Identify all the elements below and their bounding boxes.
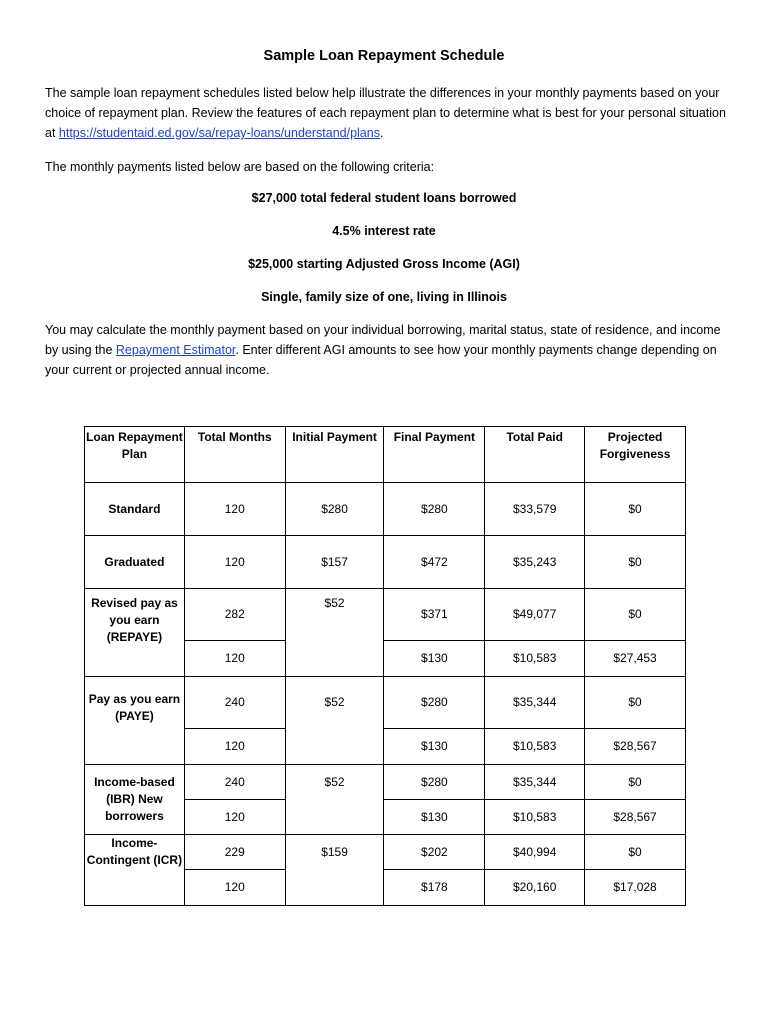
calc-text-end: . Enter different AGI amounts to see how your monthly payments change depending on your current or projected annual income. xyxy=(45,343,717,377)
header-initial-payment: Initial Payment xyxy=(285,427,384,483)
projected-forgiveness: $0 xyxy=(585,589,686,641)
criteria-agi: $25,000 starting Adjusted Gross Income (AGI) xyxy=(248,257,520,271)
total-paid: $35,344 xyxy=(485,765,585,800)
projected-forgiveness: $28,567 xyxy=(585,800,686,835)
total-paid: $33,579 xyxy=(485,483,585,536)
final-payment: $371 xyxy=(384,589,485,641)
final-payment: $178 xyxy=(384,870,485,906)
projected-forgiveness: $0 xyxy=(585,835,686,870)
final-payment: $130 xyxy=(384,729,485,765)
intro-text: The sample loan repayment schedules listed below help illustrate the differences in your monthly payments based on your choice of repayment plan. Review the features of each repayment plan to determine what is best for your personal situation at xyxy=(45,86,726,140)
projected-forgiveness: $0 xyxy=(585,677,686,729)
repayment-estimator-link[interactable]: Repayment Estimator xyxy=(115,343,236,357)
projected-forgiveness: $28,567 xyxy=(585,729,686,765)
table-row xyxy=(85,835,686,870)
table-header-row xyxy=(85,427,686,483)
final-payment: $280 xyxy=(384,765,485,800)
total-months: 240 xyxy=(184,765,285,800)
total-months: 120 xyxy=(184,800,285,835)
table-row xyxy=(85,765,686,800)
total-months: 282 xyxy=(184,589,285,641)
table-row xyxy=(85,483,686,536)
total-paid: $35,344 xyxy=(485,677,585,729)
header-projected-forgiveness: Projected Forgiveness xyxy=(585,427,686,483)
table-row xyxy=(85,536,686,589)
plan-name: Income-Contingent (ICR) xyxy=(85,835,185,906)
page-title: Sample Loan Repayment Schedule xyxy=(263,48,505,64)
projected-forgiveness: $0 xyxy=(585,536,686,589)
total-months: 120 xyxy=(184,870,285,906)
header-plan: Loan Repayment Plan xyxy=(85,427,185,483)
projected-forgiveness: $0 xyxy=(585,765,686,800)
criteria-intro: The monthly payments listed below are based on the following criteria: xyxy=(45,160,435,174)
total-paid: $40,994 xyxy=(485,835,585,870)
total-paid: $10,583 xyxy=(485,641,585,677)
initial-payment: $159 xyxy=(285,835,384,906)
projected-forgiveness: $17,028 xyxy=(585,870,686,906)
intro-paragraph xyxy=(45,83,735,143)
total-months: 120 xyxy=(184,483,285,536)
final-payment: $130 xyxy=(384,641,485,677)
total-paid: $10,583 xyxy=(485,800,585,835)
initial-payment: $157 xyxy=(285,536,384,589)
criteria-interest: 4.5% interest rate xyxy=(332,224,436,238)
plan-name: Standard xyxy=(85,483,185,536)
total-months: 120 xyxy=(184,536,285,589)
intro-text-end: . xyxy=(379,126,384,140)
total-months: 240 xyxy=(184,677,285,729)
total-months: 229 xyxy=(184,835,285,870)
projected-forgiveness: $27,453 xyxy=(585,641,686,677)
studentaid-link[interactable]: https://studentaid.ed.gov/sa/repay-loans/understand/plans xyxy=(58,126,380,140)
initial-payment: $52 xyxy=(285,589,384,677)
final-payment: $130 xyxy=(384,800,485,835)
total-months: 120 xyxy=(184,729,285,765)
total-paid: $20,160 xyxy=(485,870,585,906)
header-total-months: Total Months xyxy=(184,427,285,483)
projected-forgiveness: $0 xyxy=(585,483,686,536)
initial-payment: $52 xyxy=(285,765,384,835)
table-row xyxy=(85,677,686,729)
total-paid: $35,243 xyxy=(485,536,585,589)
total-months: 120 xyxy=(184,641,285,677)
total-paid: $10,583 xyxy=(485,729,585,765)
plan-name: Graduated xyxy=(85,536,185,589)
initial-payment: $280 xyxy=(285,483,384,536)
final-payment: $280 xyxy=(384,677,485,729)
table-row xyxy=(85,589,686,641)
calc-paragraph xyxy=(45,320,735,380)
total-paid: $49,077 xyxy=(485,589,585,641)
plan-name: Revised pay as you earn (REPAYE) xyxy=(85,589,185,677)
repayment-table xyxy=(84,426,686,906)
header-final-payment: Final Payment xyxy=(384,427,485,483)
initial-payment: $52 xyxy=(285,677,384,765)
final-payment: $472 xyxy=(384,536,485,589)
calc-text: You may calculate the monthly payment based on your individual borrowing, marital status, state of residence, and income by using the xyxy=(45,323,721,357)
header-total-paid: Total Paid xyxy=(485,427,585,483)
plan-name: Pay as you earn (PAYE) xyxy=(85,677,185,765)
criteria-loans: $27,000 total federal student loans borrowed xyxy=(251,191,517,205)
final-payment: $280 xyxy=(384,483,485,536)
plan-name: Income-based (IBR) New borrowers xyxy=(85,765,185,835)
final-payment: $202 xyxy=(384,835,485,870)
criteria-household: Single, family size of one, living in Illinois xyxy=(261,290,507,304)
